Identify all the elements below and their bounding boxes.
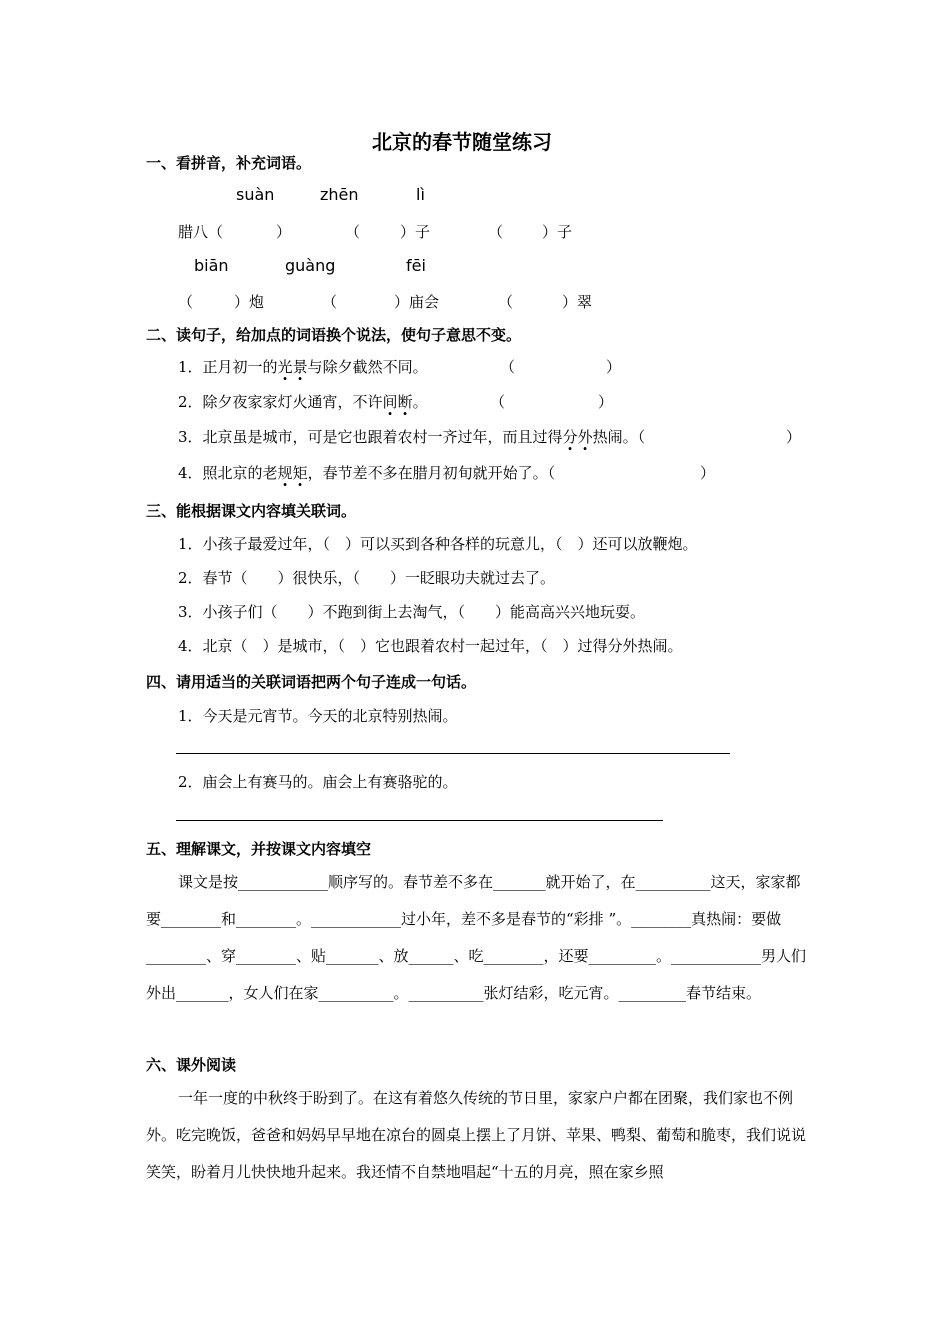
word-blank-2a: （ [345,223,361,241]
s2-item-2-rp: ） [598,393,614,411]
section-5-heading: 五、理解课文，并按课文内容填空 [146,840,372,858]
section-1-heading: 一、看拼音，补充词语。 [146,154,312,172]
word-blank-5b: ）庙会 [394,293,440,311]
dotted-char: 分 [562,428,578,446]
dotted-char: 断 [397,393,413,411]
s3-item-3: 3．小孩子们（ ）不跑到街上去淘气，（ ）能高高兴兴地玩耍。 [178,603,646,621]
dotted-char: 规 [277,464,293,482]
answer-line-1 [176,753,730,754]
word-blank-3b: ）子 [542,223,573,241]
s2-item-4-rp: ） [700,464,716,482]
dotted-char: 间 [382,393,398,411]
pinyin-fei: fēi [406,256,426,275]
word-blank-4b: ）炮 [234,293,265,311]
pinyin-bian: biān [194,256,229,275]
s2-item-3 [178,426,645,447]
s2-item-1-rp: ） [606,358,622,376]
pinyin-suan: suàn [236,185,275,204]
word-blank-2b: ）子 [400,223,431,241]
s3-item-4: 4．北京（ ）是城市，（ ）它也跟着农村一起过年，（ ）过得分外热闹。 [178,637,683,655]
dotted-char: 景 [292,358,308,376]
s2-item-1-lp: （ [500,358,516,376]
word-blank-6b: ）翠 [562,293,593,311]
word-blank-1a: 腊八（ [178,223,224,241]
section-4-heading: 四、请用适当的关联词语把两个句子连成一句话。 [146,673,477,691]
s2-item-3-rp: ） [786,428,802,446]
section-2-heading: 二、读句子，给加点的词语换个说法，使句子意思不变。 [146,326,522,344]
pinyin-li: lì [416,185,425,204]
s2-item-4-post: ，春节差不多在腊月初旬就开始了。（ [307,464,556,482]
word-blank-3a: （ [488,223,504,241]
s4-item-1: 1．今天是元宵节。今天的北京特别热闹。 [178,707,458,725]
s3-item-2: 2．春节（ ）很快乐，（ ）一眨眼功夫就过去了。 [178,569,556,587]
section-3-heading: 三、能根据课文内容填关联词。 [146,502,357,520]
s2-item-1-post: 与除夕截然不同。 [307,358,428,376]
word-blank-1b: ） [276,223,292,241]
s2-item-2 [178,391,428,412]
s5-paragraph: 课文是按____________顺序写的。春节差不多在_______就开始了，在__________这天，家家都要________和________。____________过小年，差不多是春节的“彩排 ”。________真热闹：要做________、穿________、贴_______、放______、吃________，还要_________。____________男人们外出_______，女人们在家__________。__________张灯结彩，吃元宵。_________春节结束。 [146,873,807,1002]
s2-item-4-pre: 4．照北京的老 [178,464,278,482]
word-blank-4a: （ [178,293,194,311]
word-blank-5a: （ [322,293,338,311]
page-title: 北京的春节随堂练习 [372,130,552,154]
s2-item-3-pre: 3．北京虽是城市，可是它也跟着农村一齐过年，而且过得 [178,428,563,446]
section-6-heading: 六、课外阅读 [146,1056,237,1074]
pinyin-guang: guàng [285,256,336,275]
dotted-char: 光 [277,358,293,376]
s2-item-2-pre: 2．除夕夜家家灯火通宵，不许 [178,393,383,411]
answer-line-2 [176,820,663,821]
s4-item-2: 2．庙会上有赛马的。庙会上有赛骆驼的。 [178,773,458,791]
s2-item-1-pre: 1．正月初一的 [178,358,278,376]
word-blank-6a: （ [498,293,514,311]
s2-item-2-lp: （ [490,393,506,411]
s2-item-3-post: 热闹。（ [592,428,646,446]
s2-item-2-post: 。 [412,393,428,411]
s6-paragraph: 一年一度的中秋终于盼到了。在这有着悠久传统的节日里，家家户户都在团聚，我们家也不例外。吃完晚饭，爸爸和妈妈早早地在凉台的圆桌上摆上了月饼、苹果、鸭梨、葡萄和脆枣，我们说说笑笑，盼着月儿快快地升起来。我还情不自禁地唱起“十五的月亮，照在家乡照 [146,1089,807,1181]
s2-item-1 [178,356,428,377]
s2-item-4 [178,462,555,483]
s3-item-1: 1．小孩子最爱过年，（ ）可以买到各种各样的玩意儿，（ ）还可以放鞭炮。 [178,535,698,553]
dotted-char: 矩 [292,464,308,482]
pinyin-zhen: zhēn [320,185,359,204]
dotted-char: 外 [577,428,593,446]
